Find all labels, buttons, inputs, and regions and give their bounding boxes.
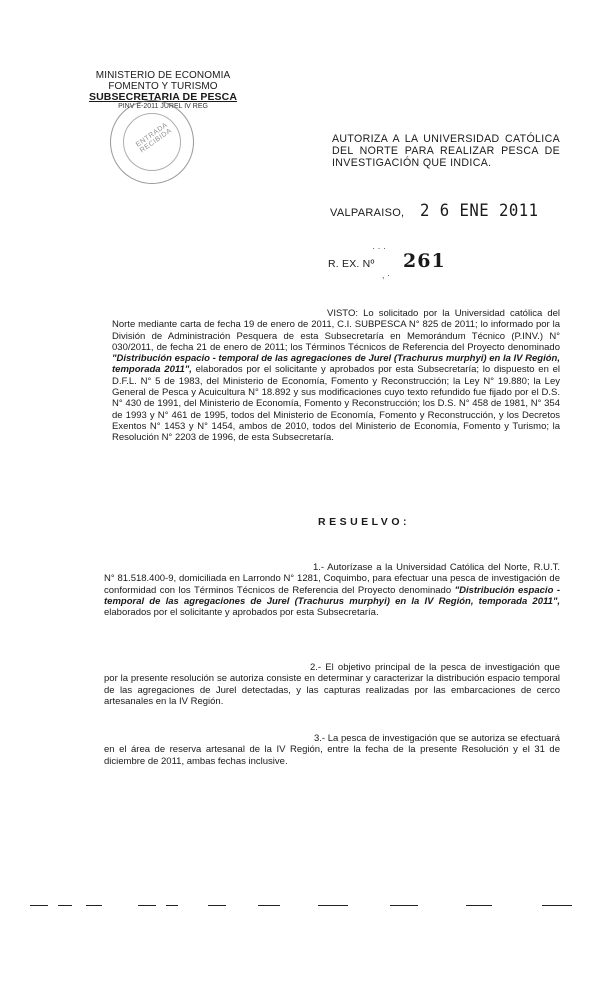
- point1-rest: elaborados por el solicitante y aprobados por esta Subsecretaría.: [104, 607, 379, 619]
- resolution-point-1: [104, 562, 560, 618]
- dash: [86, 905, 102, 906]
- dash: [466, 905, 492, 906]
- ministry-subname: FOMENTO Y TURISMO: [108, 81, 218, 92]
- resolution-title: AUTORIZA A LA UNIVERSIDAD CATÓLICA DEL NORTE PARA REALIZAR PESCA DE INVESTIGACIÓN QUE INDICA.: [332, 133, 560, 169]
- visto-lead: VISTO: Lo solicitado por la Universidad católica del Norte mediante carta de fecha 19 de enero de 2011, C.I. SUBPESCA N° 825 de 2011; lo informado por la División de Administración Pesquera de esta Subsecretaría en Memorándum Técnico (P.INV.) N° 030/2011, de fecha 21 de enero de 2011; los Términos Técnicos de Referencia del Proyecto denominado: [112, 308, 560, 353]
- received-stamp: [110, 100, 194, 184]
- dash: [58, 905, 72, 906]
- scan-dash-line: [30, 905, 575, 909]
- dash: [390, 905, 418, 906]
- point1-project-name: "Distribución espacio - temporal de las agregaciones de Jurel (Trachurus murphyi) en la IV Región, temporada 2011",: [104, 584, 560, 607]
- visto-project-name: "Distribución espacio - temporal de las agregaciones de Jurel (Trachurus murphyi) en la IV Región, temporada 2011",: [112, 353, 560, 376]
- visto-rest: elaborados por el solicitante y aprobados por esta Subsecretaría; lo dispuesto en el D.F.L. N° 5 de 1983, del Ministerio de Economía, Fomento y Reconstrucción; la Ley N° 19.880; la Ley General de Pesca y Acuicultura N° 18.892 y sus modificaciones cuyo texto refundido fue fijado por el D.S. N° 430 de 1991, del Ministerio de Economía, Fomento y Reconstrucción; los D.S. N° 458 de 1981, N° 354 de 1993 y N° 461 de 1995, todos del Ministerio de Economía, Fomento y Reconstrucción, y los Decretos Exentos N° 1453 y N° 1454, ambos de 2010, todos del Ministerio de Economía, Fomento y Turismo; la Resolución N° 2203 de 1996, de esta Subsecretaría.: [112, 364, 561, 444]
- dash: [208, 905, 226, 906]
- dash: [138, 905, 156, 906]
- date-stamp: 2 6 ENE 2011: [420, 201, 539, 221]
- resolution-number: 261: [403, 250, 446, 272]
- place: VALPARAISO,: [330, 207, 405, 219]
- point1-lead: 1.- Autorízase a la Universidad Católica del Norte, R.U.T. N° 81.518.400-9, domiciliada en Larrondo N° 1281, Coquimbo, para efectuar una pesca de investigación de conformidad con los Términos Técnicos de Referencia del Proyecto denominado: [104, 562, 560, 596]
- visto-paragraph: [112, 308, 560, 444]
- resolution-point-3: 3.- La pesca de investigación que se autoriza se efectuará en el área de reserva artesanal de la IV Región, entre la fecha de la presente Resolución y el 31 de diciembre de 2011, ambas fechas inclusive.: [104, 733, 560, 767]
- file-reference: PINV E-2011 JUREL IV REG: [118, 103, 208, 110]
- subsecretaria-name: SUBSECRETARIA DE PESCA: [88, 91, 238, 103]
- number-mark-top: · · ·: [372, 243, 386, 253]
- number-mark-bottom: , ·: [382, 270, 390, 280]
- dash: [258, 905, 280, 906]
- resolution-label: R. EX. Nº: [328, 258, 375, 270]
- dash: [30, 905, 48, 906]
- dash: [542, 905, 572, 906]
- dash: [318, 905, 348, 906]
- dash: [166, 905, 178, 906]
- resuelvo-heading: RESUELVO:: [318, 516, 410, 528]
- ministry-name: MINISTERIO DE ECONOMIA: [95, 70, 231, 81]
- resolution-point-2: 2.- El objetivo principal de la pesca de investigación que por la presente resolución se autoriza consiste en determinar y caracterizar la distribución espacio temporal de las agregaciones de Jurel detectadas, y las capturas realizadas por las embarcaciones de cerco artesanales en la IV Región.: [104, 662, 560, 707]
- stamp-text: ENTRADA RECIBIDA: [134, 121, 174, 155]
